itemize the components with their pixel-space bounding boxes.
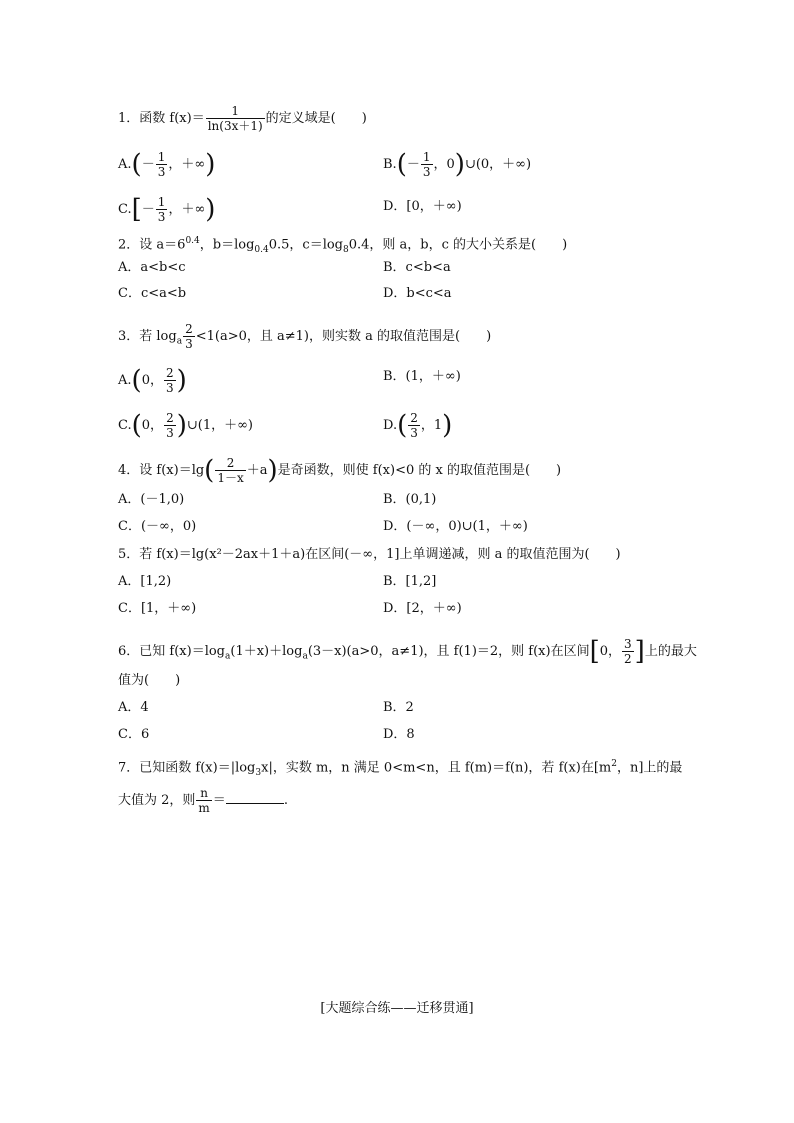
q6-stem: 6．已知 $f(x)=\log_a(1+x)+\log_a(3-x)(a>0$，a≠1)，且 f(1)＝2，则 f(x)在区间[0， $\frac{3}{2}$ ]上的最大 (118, 636, 697, 667)
q2-option-d: D．b<c<a (383, 286, 452, 301)
q6-option-b: B．2 (383, 700, 414, 715)
q2-option-a: A．a<b<c (118, 260, 186, 275)
q1-option-d: D．[0，＋∞) (383, 199, 462, 214)
q5-option-d: D．[2，＋∞) (383, 601, 462, 616)
q6-stem-line2: 值为( ) (118, 673, 181, 688)
q1-stem (118, 104, 367, 133)
q1-stem-tail: 的定义域是( ) (265, 111, 367, 126)
q4-option-c: C．(－∞，0) (118, 519, 197, 534)
q4-option-a: A．(－1,0) (118, 492, 185, 507)
q4-stem: 4．设 f(x)＝lg( $\frac{2}{1-x}$ ＋a)是奇函数，则使 f(x)<0 的 x 的取值范围是( ) (118, 455, 562, 486)
q5-option-b: B．[1,2] (383, 574, 437, 589)
q6-option-c: C．6 (118, 727, 150, 742)
q1-option-b: B.(－ $\frac{1}{3}$ ，0)∪(0，＋∞) (383, 149, 532, 180)
q3-option-a: A.(0， $\frac{2}{3}$ ) (118, 365, 187, 396)
q7-stem: 7．已知函数 $f(x)=|\log_3x|$，实数 m，n 满足 0<m<n，且 f(m)＝f(n)，若 f(x)在[$m^2$，n]上的最 (118, 759, 683, 778)
q6-option-d: D．8 (383, 727, 415, 742)
q3-stem: 3．若 $\log_a$ $\frac{2}{3}$ <1(a>0，且 a≠1)，则实数 a 的取值范围是( ) (118, 322, 492, 351)
q1-fraction: $\frac{1}{\ln(3x+1)}$ (207, 104, 263, 133)
q5-stem: 5．若 f(x)＝lg(x²－2ax＋1＋a)在区间(－∞，1]上单调递减，则 a 的取值范围为( ) (118, 547, 621, 562)
q1-option-a: A.(－ $\frac{1}{3}$ ，＋∞) (118, 149, 216, 180)
q3-option-b: B．(1，＋∞) (383, 369, 461, 384)
section-footer: [大题综合练——迁移贯通] (320, 1001, 474, 1016)
q4-option-b: B．(0,1) (383, 492, 437, 507)
q1-option-c: C.[－ $\frac{1}{3}$ ，＋∞) (118, 194, 216, 225)
q2-option-b: B．c<b<a (383, 260, 451, 275)
answer-blank (226, 791, 284, 804)
q5-option-a: A．[1,2) (118, 574, 172, 589)
q3-option-c: C.(0， $\frac{2}{3}$ )∪(1，＋∞) (118, 410, 253, 441)
q7-stem-line2: 大值为 2，则 $\frac{n}{m}$ ＝ . (118, 786, 288, 815)
q2-option-c: C．c<a<b (118, 286, 187, 301)
q1-stem-text: 1．函数 f(x)＝ (118, 111, 205, 126)
q4-option-d: D．(－∞，0)∪(1，＋∞) (383, 519, 528, 534)
q3-option-d: D.( $\frac{2}{3}$ ，1) (383, 410, 453, 441)
q5-option-c: C．[1，＋∞) (118, 601, 197, 616)
q6-option-a: A．4 (118, 700, 149, 715)
q2-stem: 2．设 $a=6^{0.4}$，$b=\log_{0.4}0.5$，$c=\log_80.4$，则 a，b，c 的大小关系是( ) (118, 236, 568, 255)
